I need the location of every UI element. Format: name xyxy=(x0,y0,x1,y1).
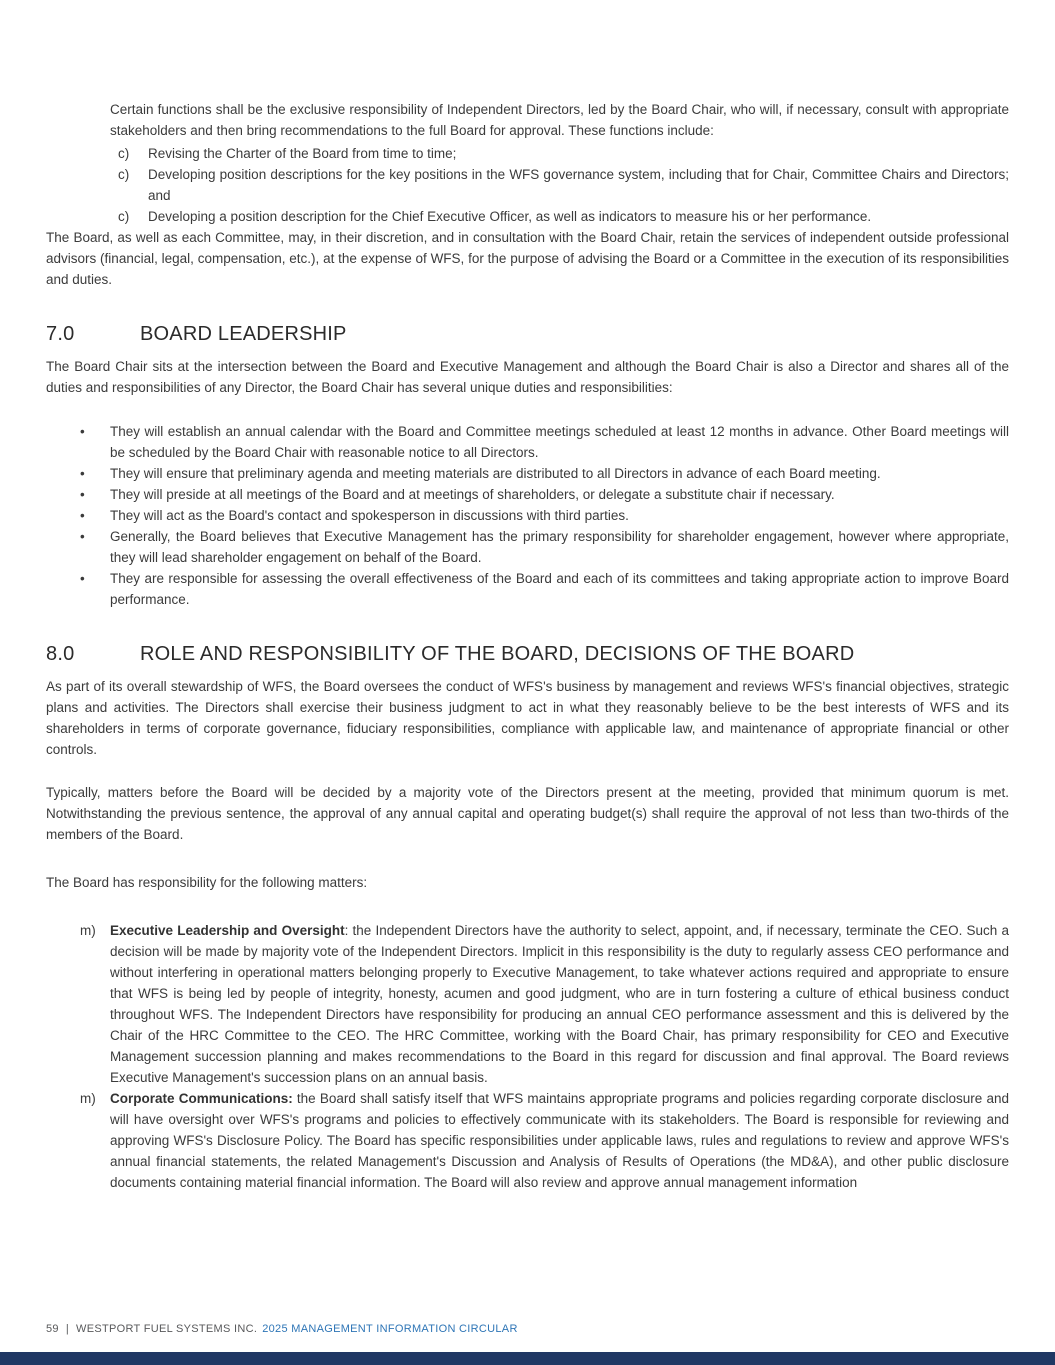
board-chair-duties-list xyxy=(46,421,1009,610)
section-8-heading xyxy=(46,641,1009,667)
list-item-label: Corporate Communications: xyxy=(110,1091,293,1106)
section-8-paragraph: The Board has responsibility for the following matters: xyxy=(46,875,368,890)
list-item-text: Revising the Charter of the Board from time to time; xyxy=(148,146,457,161)
bullet-icon: • xyxy=(80,508,85,523)
section-7-intro: The Board Chair sits at the intersection between the Board and Executive Management and although the Board Chair is also a Director and shares all of the duties and responsibilities of any Director, the Board Chair has several unique duties and responsibilities: xyxy=(46,359,1009,395)
page-number: 59 xyxy=(46,1323,59,1335)
page-content xyxy=(46,99,1009,1193)
page-footer xyxy=(46,1322,518,1336)
charter-functions-list xyxy=(110,143,1009,227)
bullet-icon: • xyxy=(80,571,85,586)
list-marker: m) xyxy=(80,923,96,938)
list-marker: c) xyxy=(118,209,130,224)
list-marker: c) xyxy=(118,146,130,161)
list-item-body: : the Independent Directors have the authority to select, appoint, and, if necessary, terminate the CEO. Such a decision will be made by majority vote of the Independent Directors. Implicit in this responsibility is the duty to regularly assess CEO performance and without interfering in operational matters belonging properly to Executive Management, to take whatever actions required and appropriate to ensure that WFS is being led by people of integrity, honesty, acumen and good judgment, who are in turn fostering a culture of ethical business conduct throughout WFS. The Independent Directors have responsibility for producing an annual CEO performance assessment and this is delivered by the Chair of the HRC Committee to the CEO. The HRC Committee, working with the Board Chair, has primary responsibility for CEO and Executive Management succession planning and makes recommendations to the Board in this regard for discussion and final approval. The Board reviews Executive Management's succession plans on an annual basis. xyxy=(110,923,1009,1085)
section-8-paragraph: As part of its overall stewardship of WFS, the Board oversees the conduct of WFS's business by management and reviews WFS's financial objectives, strategic plans and activities. The Directors shall exercise their business judgment to act in what they reasonably believe to be the best interests of WFS and its shareholders in terms of corporate governance, fiduciary responsibilities, compliance with applicable law, and maintenance of appropriate financial or other controls. xyxy=(46,679,1009,757)
list-item xyxy=(46,463,1009,484)
list-item-text: They will preside at all meetings of the Board and at meetings of shareholders, or delegate a substitute chair if necessary. xyxy=(110,487,835,502)
list-item xyxy=(110,206,1009,227)
list-item-text: They will act as the Board's contact and spokesperson in discussions with third parties. xyxy=(110,508,629,523)
bullet-icon: • xyxy=(80,487,85,502)
section-number: 7.0 xyxy=(46,323,75,345)
list-item xyxy=(46,920,1009,1088)
list-item xyxy=(110,143,1009,164)
list-item-text: They are responsible for assessing the overall effectiveness of the Board and each of its committees and taking appropriate action to improve Board performance. xyxy=(110,571,1009,607)
footer-separator: | xyxy=(65,1323,70,1335)
list-item xyxy=(110,164,1009,206)
intro-paragraph: Certain functions shall be the exclusive responsibility of Independent Directors, led by the Board Chair, who will, if necessary, consult with appropriate stakeholders and then bring recommendations to the full Board for approval. These functions include: xyxy=(110,102,1009,138)
list-marker: m) xyxy=(80,1091,96,1106)
list-item-text: Generally, the Board believes that Executive Management has the primary responsibility for shareholder engagement, however where appropriate, they will lead shareholder engagement on behalf of the Board. xyxy=(110,529,1009,565)
section-8-paragraph: Typically, matters before the Board will be decided by a majority vote of the Directors present at the meeting, provided that minimum quorum is met. Notwithstanding the previous sentence, the approval of any annual capital and operating budget(s) shall require the approval of not less than two-thirds of the members of the Board. xyxy=(46,785,1009,842)
list-item xyxy=(46,568,1009,610)
list-item xyxy=(46,421,1009,463)
list-item-body: the Board shall satisfy itself that WFS maintains appropriate programs and policies regarding corporate disclosure and will have oversight over WFS's programs and policies to effectively communicate with its stakeholders. The Board is responsible for reviewing and approving WFS's Disclosure Policy. The Board has specific responsibilities under applicable laws, rules and regulations to review and approve WFS's annual financial statements, the related Management's Discussion and Analysis of Results of Operations (the MD&A), and other public disclosure documents containing material financial information. The Board will also review and approve annual management information xyxy=(110,1091,1010,1190)
board-matters-list xyxy=(46,920,1009,1193)
list-item-text: Developing position descriptions for the key positions in the WFS governance system, including that for Chair, Committee Chairs and Directors; and xyxy=(148,167,1009,203)
list-marker: c) xyxy=(118,167,130,182)
list-item xyxy=(46,526,1009,568)
list-item xyxy=(46,505,1009,526)
list-item-text: Developing a position description for the Chief Executive Officer, as well as indicators to measure his or her performance. xyxy=(148,209,872,224)
list-item xyxy=(46,1088,1009,1193)
section-title: ROLE AND RESPONSIBILITY OF THE BOARD, DECISIONS OF THE BOARD xyxy=(140,643,855,665)
list-item-text xyxy=(110,1088,1009,1193)
advisors-paragraph: The Board, as well as each Committee, may, in their discretion, and in consultation with the Board Chair, retain the services of independent outside professional advisors (financial, legal, compensation, etc.), at the expense of WFS, for the purpose of advising the Board or a Committee in the execution of its responsibilities and duties. xyxy=(46,230,1009,287)
footer-company: WESTPORT FUEL SYSTEMS INC. xyxy=(76,1323,258,1335)
section-title: BOARD LEADERSHIP xyxy=(140,323,347,345)
list-item-text: They will ensure that preliminary agenda and meeting materials are distributed to all Directors in advance of each Board meeting. xyxy=(110,466,881,481)
bullet-icon: • xyxy=(80,466,85,481)
section-number: 8.0 xyxy=(46,643,75,665)
list-item xyxy=(46,484,1009,505)
bullet-icon: • xyxy=(80,424,85,439)
footer-circular-title: 2025 MANAGEMENT INFORMATION CIRCULAR xyxy=(262,1323,518,1335)
footer-accent-bar xyxy=(0,1352,1055,1365)
intro-block xyxy=(110,99,1009,227)
bullet-icon: • xyxy=(80,529,85,544)
section-7-heading xyxy=(46,321,1009,347)
list-item-text: They will establish an annual calendar with the Board and Committee meetings scheduled at least 12 months in advance. Other Board meetings will be scheduled by the Board Chair with reasonable notice to all Directors. xyxy=(110,424,1009,460)
list-item-label: Executive Leadership and Oversight xyxy=(110,923,345,938)
list-item-text xyxy=(110,920,1009,1088)
